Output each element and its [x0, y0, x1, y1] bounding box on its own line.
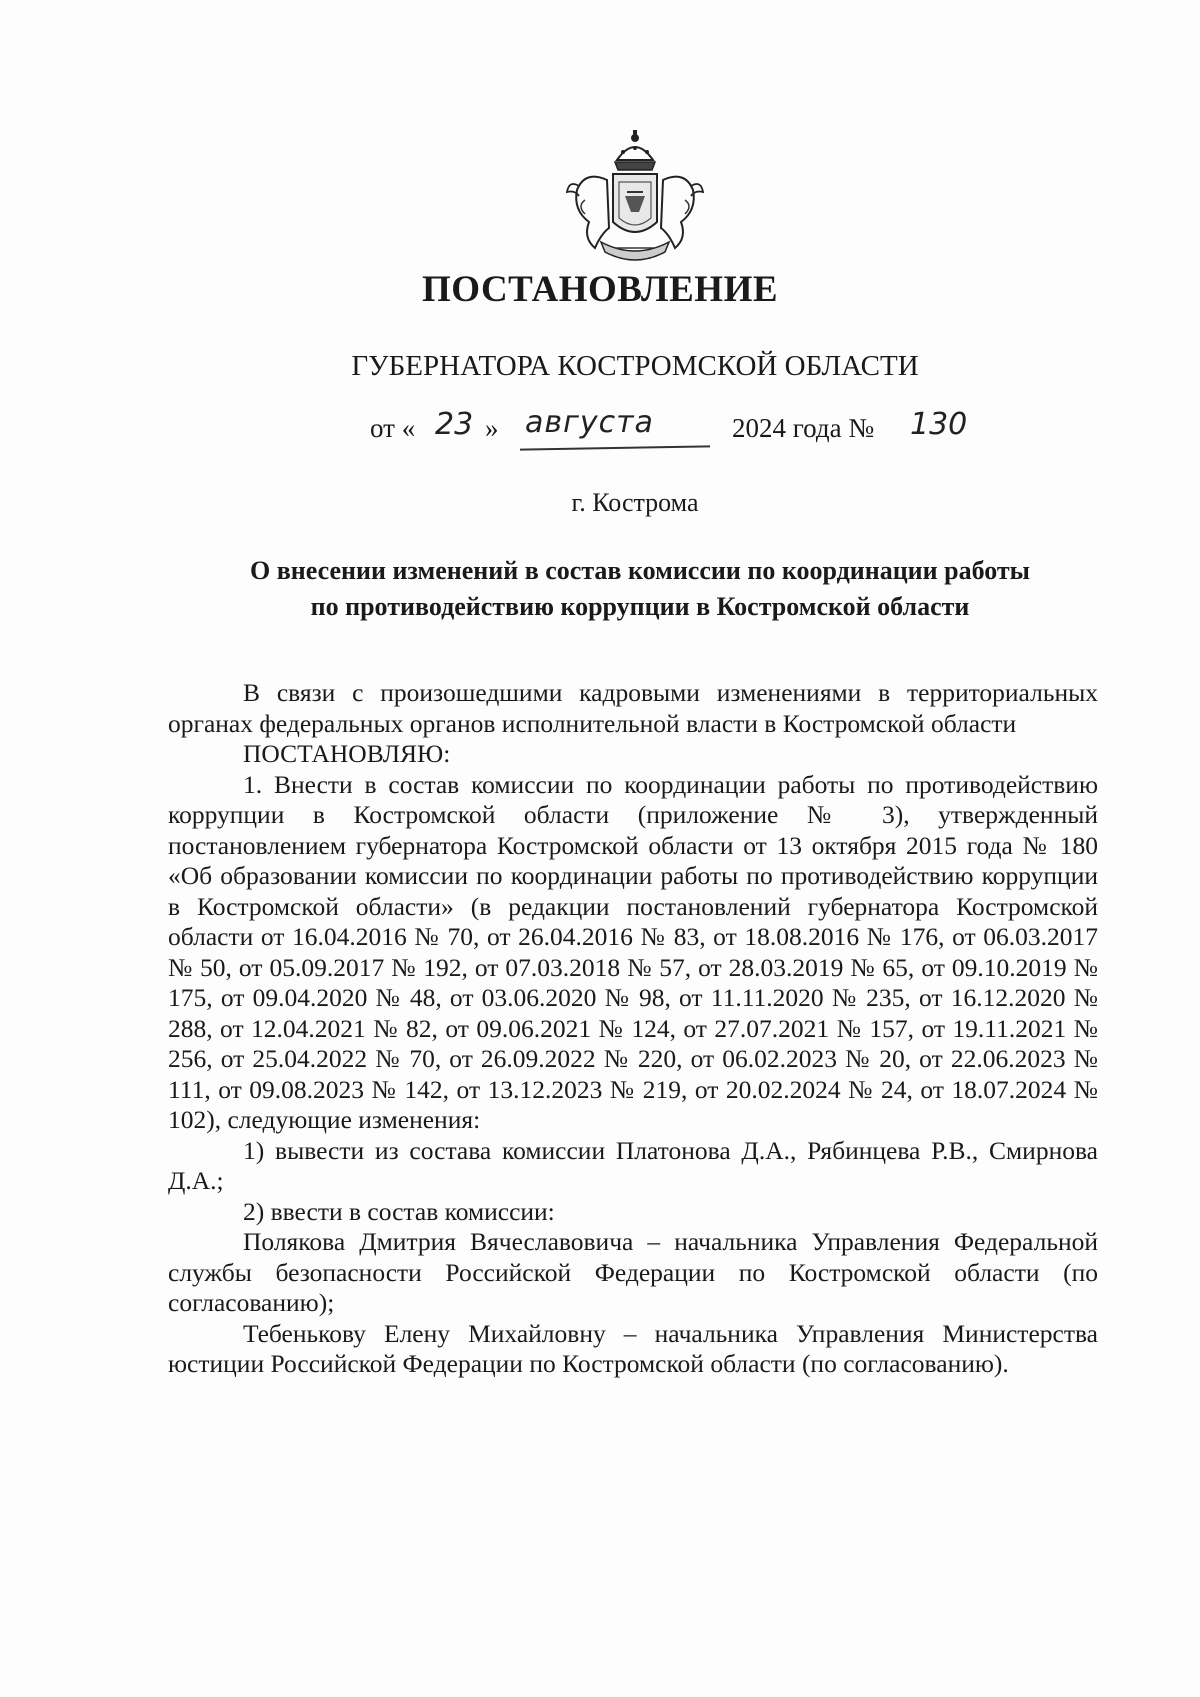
coat-of-arms-emblem — [555, 130, 715, 270]
heading-line-2: по противодействию коррупции в Костромской области — [310, 592, 970, 621]
document-title: ПОСТАНОВЛЕНИЕ — [421, 269, 779, 310]
handwritten-month: августа — [525, 405, 654, 440]
handwritten-number: 130 — [910, 407, 968, 442]
body-paragraph-member-2: Тебенькову Елену Михайловну – начальника Управления Министерства юстиции Российской Федерации по Костромской области (по согласованию). — [168, 1318, 1098, 1378]
document-body — [168, 678, 1098, 1380]
month-underline — [520, 445, 710, 450]
city-line: г. Кострома — [571, 488, 699, 517]
date-year-text: 2024 года № — [732, 413, 875, 443]
body-paragraph-member-1: Полякова Дмитрия Вячеславовича – начальника Управления Федеральной службы безопасности Российской Федерации по Костромской области (по согласованию); — [168, 1227, 1098, 1317]
document-issuer: ГУБЕРНАТОРА КОСТРОМСКОЙ ОБЛАСТИ — [351, 350, 919, 382]
date-prefix: от « — [370, 413, 416, 443]
handwritten-day: 23 — [435, 407, 474, 442]
body-paragraph-item-1: 1. Внести в состав комиссии по координации работы по противодействию коррупции в Костромской области (приложение № 3), утвержденный постановлением губернатора Костромской области от 13 октября 2015 года № 180 «Об образовании комиссии по координации работы по противодействию коррупции в Костромской области» (в редакции постановлений губернатора Костромской области от 16.04.2016 № 70, от 26.04.2016 № 83, от 18.08.2016 № 176, от 06.03.2017 № 50, от 05.09.2017 № 192, от 07.03.2018 № 57, от 28.03.2019 № 65, от 09.10.2019 № 175, от 09.04.2020 № 48, от 03.06.2020 № 98, от 11.11.2020 № 235, от 16.12.2020 № 288, от 12.04.2021 № 82, от 09.06.2021 № 124, от 27.07.2021 № 157, от 19.11.2021 № 256, от 25.04.2022 № 70, от 26.09.2022 № 220, от 06.02.2023 № 20, от 22.06.2023 № 111, от 09.08.2023 № 142, от 13.12.2023 № 219, от 20.02.2024 № 24, от 18.07.2024 № 102), следующие изменения: — [168, 769, 1098, 1134]
document-heading — [150, 553, 1130, 625]
body-paragraph-preamble: В связи с произошедшими кадровыми изменениями в территориальных органах федеральных органов исполнительной власти в Костромской области — [168, 678, 1098, 738]
body-paragraph-subitem-2: 2) ввести в состав комиссии: — [243, 1196, 555, 1226]
heading-line-1: О внесении изменений в состав комиссии по координации работы — [250, 556, 1030, 585]
date-middle: » — [485, 413, 499, 443]
body-paragraph-subitem-1: 1) вывести из состава комиссии Платонова Д.А., Рябинцева Р.В., Смирнова Д.А.; — [168, 1135, 1098, 1195]
body-paragraph-decree: ПОСТАНОВЛЯЮ: — [243, 739, 451, 768]
